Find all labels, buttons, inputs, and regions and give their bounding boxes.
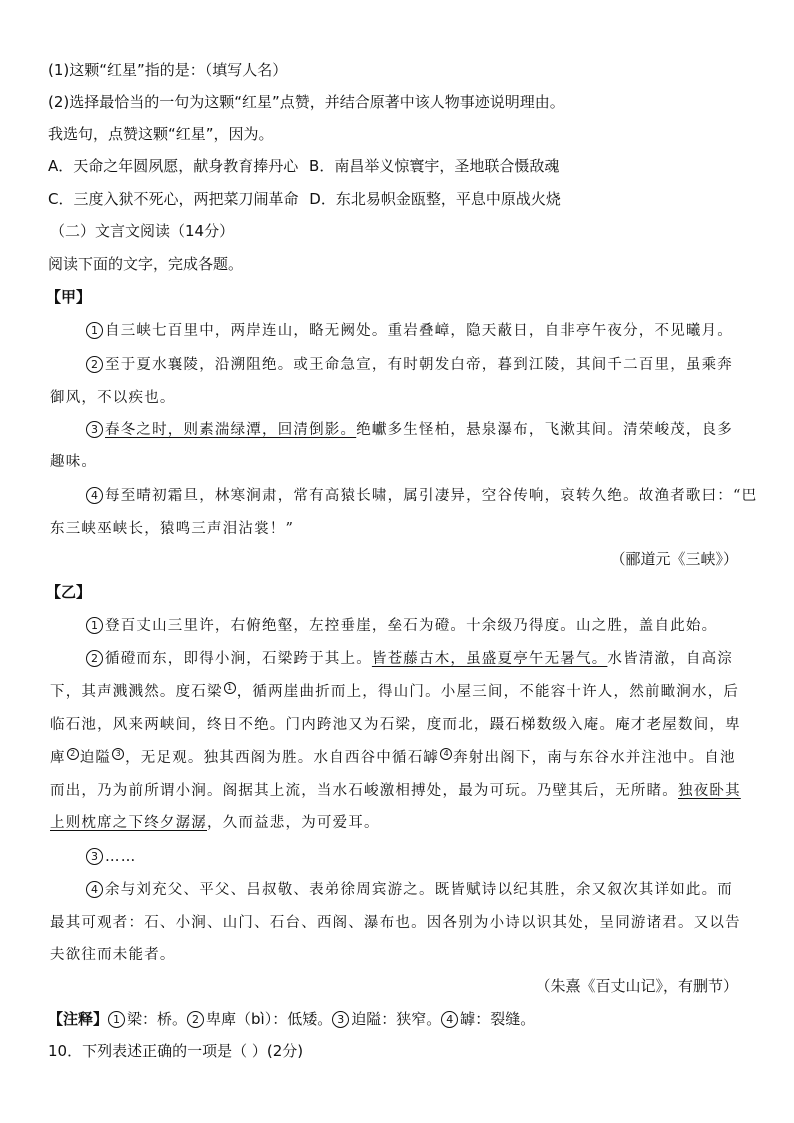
yi-p2-text-b: 水皆清澈，自高淙 <box>607 651 734 667</box>
yi-paragraph-2 <box>86 649 733 669</box>
passage-yi-label: 【乙】 <box>46 583 92 601</box>
jia-paragraph-3 <box>86 420 733 440</box>
note-2: 卑庳（bì）：低矮。 <box>206 1010 333 1028</box>
passage-jia-label: 【甲】 <box>46 288 92 306</box>
paragraph-number-4: 4 <box>86 487 103 504</box>
yi-p2-l6-underlined: 上则枕席之下终夕潺潺 <box>50 815 207 831</box>
jia-p4-continuation: 东三峡巫峡长，猿鸣三声泪沾裳！” <box>50 521 295 537</box>
jia-p1-text: 自三峡七百里中，两岸连山，略无阙处。重岩叠嶂，隐天蔽日，自非亭午夜分，不见曦月。 <box>105 323 733 339</box>
option-c: C．三度入狱不死心，两把菜刀闹革命 <box>48 190 299 208</box>
paragraph-number-1: 1 <box>86 617 103 634</box>
yi-p2-l5-text: 而出，乃为前所谓小涧。阁据其上流，当水石峻激相搏处，最为可玩。乃壁其后，无所睹。 <box>50 783 678 799</box>
yi-p1-text: 登百丈山三里许，右俯绝壑，左控垂崖，垒石为磴。十余级乃得度。山之胜，盖自此始。 <box>105 618 718 634</box>
yi-p2-l4-a: 庳 <box>50 750 66 766</box>
note-4: 罅：裂缝。 <box>460 1010 536 1028</box>
jia-paragraph-2 <box>86 355 733 375</box>
question-1-prompt: (1)这颗“红星”指的是：（填写人名） <box>48 61 288 79</box>
option-a: A．天命之年圆夙愿，献身教育捧丹心 <box>48 157 299 175</box>
yi-p2-line-3: 临石池，风来两峡间，终日不绝。门内跨池又为石梁，度而北，蹑石梯数级入庵。庵才老屋数间，卑 <box>50 717 741 733</box>
yi-paragraph-3 <box>86 847 136 867</box>
jia-p2-text: 至于夏水襄陵，沿溯阻绝。或王命急宣，有时朝发白帝，暮到江陵，其间千二百里，虽乘奔 <box>105 357 733 373</box>
yi-source: （朱熹《百丈山记》，有删节） <box>535 977 738 995</box>
option-b: B．南昌举义惊寰宇，圣地联合慑敌魂 <box>309 157 560 175</box>
yi-p4-line-2: 最其可观者：石、小涧、山门、石台、西阁、瀑布也。因各别为小诗以识其处，呈同游诸君。又以告 <box>50 915 741 931</box>
jia-source: （郦道元《三峡》） <box>610 550 738 568</box>
jia-p3-text: 绝巘多生怪柏，悬泉瀑布，飞漱其间。清荣峻茂，良多 <box>356 422 734 438</box>
paragraph-number-4: 4 <box>86 881 103 898</box>
yi-p2-l2-a: 下，其声溅溅然。度石梁 <box>50 684 223 700</box>
jia-p2-continuation: 御风，不以疾也。 <box>50 390 176 406</box>
yi-p2-line-5 <box>50 781 741 801</box>
yi-p4-line-3: 夫欲往而未能者。 <box>50 947 176 963</box>
note-number-2: 2 <box>187 1011 204 1028</box>
section-two-title: （二）文言文阅读（14分） <box>50 222 235 240</box>
question-10: 10．下列表述正确的一项是（ ）(2分) <box>48 1042 304 1060</box>
note-number-1: 1 <box>108 1011 125 1028</box>
option-d: D．东北易帜金瓯整，平息中原战火烧 <box>309 190 561 208</box>
answer-template: 我选句，点赞这颗“红星”，因为。 <box>48 125 274 143</box>
paragraph-number-2: 2 <box>86 356 103 373</box>
yi-p2-l6-text: ，久而益悲，为可爱耳。 <box>207 815 380 831</box>
jia-p3-underlined: 春冬之时，则素湍绿潭，回清倒影。 <box>105 422 357 438</box>
yi-p4-text: 余与刘充父、平父、吕叔敬、表弟徐周宾游之。既皆赋诗以纪其胜，余又叙次其详如此。而 <box>105 882 733 898</box>
yi-p2-l4-b: 迫隘 <box>79 750 112 766</box>
jia-p3-continuation: 趣味。 <box>50 454 98 470</box>
jia-paragraph-1 <box>86 321 733 341</box>
option-row-ab <box>48 156 559 176</box>
notes-row <box>48 1009 535 1029</box>
paragraph-number-3: 3 <box>86 848 103 865</box>
note-marker-2: 2 <box>67 748 79 760</box>
note-3: 迫隘：狭窄。 <box>351 1010 442 1028</box>
section-two-instruction: 阅读下面的文字，完成各题。 <box>48 255 244 273</box>
paragraph-number-1: 1 <box>86 322 103 339</box>
note-marker-1: 1 <box>224 682 236 694</box>
yi-p2-line-4 <box>50 748 736 768</box>
yi-p2-line-6 <box>50 813 380 833</box>
notes-label: 【注释】 <box>48 1010 109 1028</box>
yi-p2-l4-c: ，无足观。独其西阁为胜。水自西谷中循石罅 <box>125 750 440 766</box>
paragraph-number-3: 3 <box>86 421 103 438</box>
yi-paragraph-4 <box>86 880 733 900</box>
yi-p2-l4-d: 奔射出阁下，南与东谷水并注池中。自池 <box>453 750 736 766</box>
note-marker-4: 4 <box>440 748 452 760</box>
question-2-prompt: (2)选择最恰当的一句为这颗“红星”点赞，并结合原著中该人物事迹说明理由。 <box>48 93 565 111</box>
yi-p2-l2-b: ，循两崖曲折而上，得山门。小屋三间，不能容十许人，然前瞰涧水，后 <box>236 684 740 700</box>
note-number-3: 3 <box>332 1011 349 1028</box>
note-1: 梁：桥。 <box>127 1010 188 1028</box>
jia-paragraph-4 <box>86 486 757 506</box>
option-row-cd <box>48 189 561 209</box>
yi-p2-underlined: 皆苍藤古木，虽盛夏亭午无暑气。 <box>371 651 608 667</box>
yi-p3-ellipsis: …… <box>105 849 137 865</box>
yi-p2-line-2 <box>50 682 739 702</box>
yi-p2-l5-underlined: 独夜卧其 <box>678 783 741 799</box>
note-number-4: 4 <box>441 1011 458 1028</box>
note-marker-3: 3 <box>112 748 124 760</box>
jia-p4-text: 每至晴初霜旦，林寒涧肃，常有高猿长啸，属引凄异，空谷传响，哀转久绝。故渔者歌曰：“巴 <box>105 488 758 504</box>
yi-p2-text-a: 循磴而东，即得小涧，石梁跨于其上。 <box>105 651 372 667</box>
yi-paragraph-1 <box>86 616 717 636</box>
paragraph-number-2: 2 <box>86 650 103 667</box>
